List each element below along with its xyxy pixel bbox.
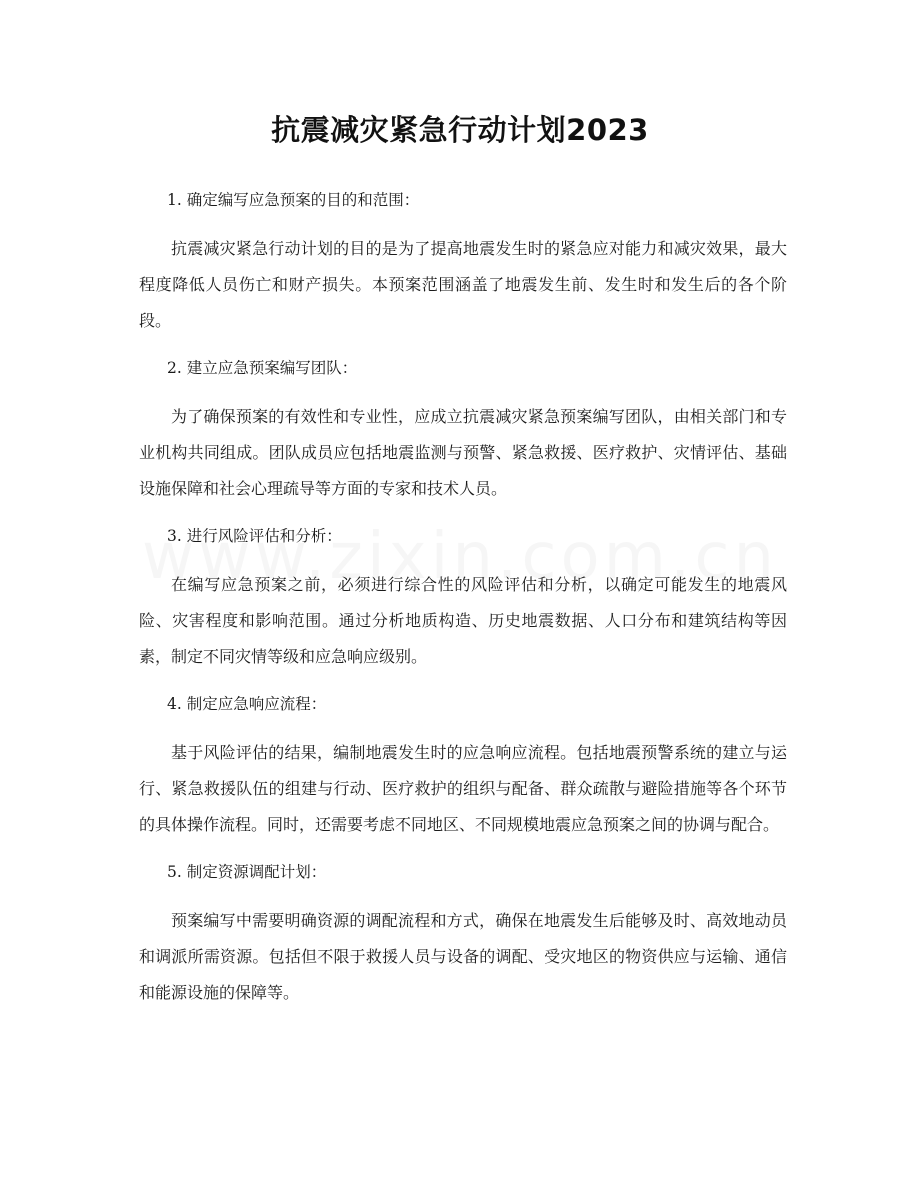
section-paragraph: 在编写应急预案之前，必须进行综合性的风险评估和分析，以确定可能发生的地震风险、灾害程度和影响范围。通过分析地质构造、历史地震数据、人口分布和建筑结构等因素，制定不同灾情等级和应急响应级别。 <box>139 575 787 666</box>
section-heading: 3. 进行风险评估和分析： <box>167 527 342 545</box>
section-heading: 4. 制定应急响应流程： <box>167 695 327 713</box>
section-heading: 5. 制定资源调配计划： <box>167 863 327 881</box>
section-4 <box>139 686 787 854</box>
section-paragraph: 基于风险评估的结果，编制地震发生时的应急响应流程。包括地震预警系统的建立与运行、紧急救援队伍的组建与行动、医疗救护的组织与配备、群众疏散与避险措施等各个环节的具体操作流程。同时，还需要考虑不同地区、不同规模地震应急预案之间的协调与配合。 <box>139 743 787 834</box>
section-5 <box>139 854 787 1011</box>
section-3 <box>139 518 787 686</box>
document-content <box>139 182 787 1011</box>
section-paragraph: 预案编写中需要明确资源的调配流程和方式，确保在地震发生后能够及时、高效地动员和调派所需资源。包括但不限于救援人员与设备的调配、受灾地区的物资供应与运输、通信和能源设施的保障等。 <box>139 911 787 1002</box>
section-heading: 2. 建立应急预案编写团队： <box>167 359 358 377</box>
document-title: 抗震减灾紧急行动计划2023 <box>271 113 649 147</box>
section-paragraph: 抗震减灾紧急行动计划的目的是为了提高地震发生时的紧急应对能力和减灾效果，最大程度降低人员伤亡和财产损失。本预案范围涵盖了地震发生前、发生时和发生后的各个阶段。 <box>139 239 787 330</box>
section-heading: 1. 确定编写应急预案的目的和范围： <box>167 191 420 209</box>
section-2 <box>139 350 787 518</box>
section-1 <box>139 182 787 350</box>
section-paragraph: 为了确保预案的有效性和专业性，应成立抗震减灾紧急预案编写团队，由相关部门和专业机构共同组成。团队成员应包括地震监测与预警、紧急救援、医疗救护、灾情评估、基础设施保障和社会心理疏导等方面的专家和技术人员。 <box>139 407 787 498</box>
